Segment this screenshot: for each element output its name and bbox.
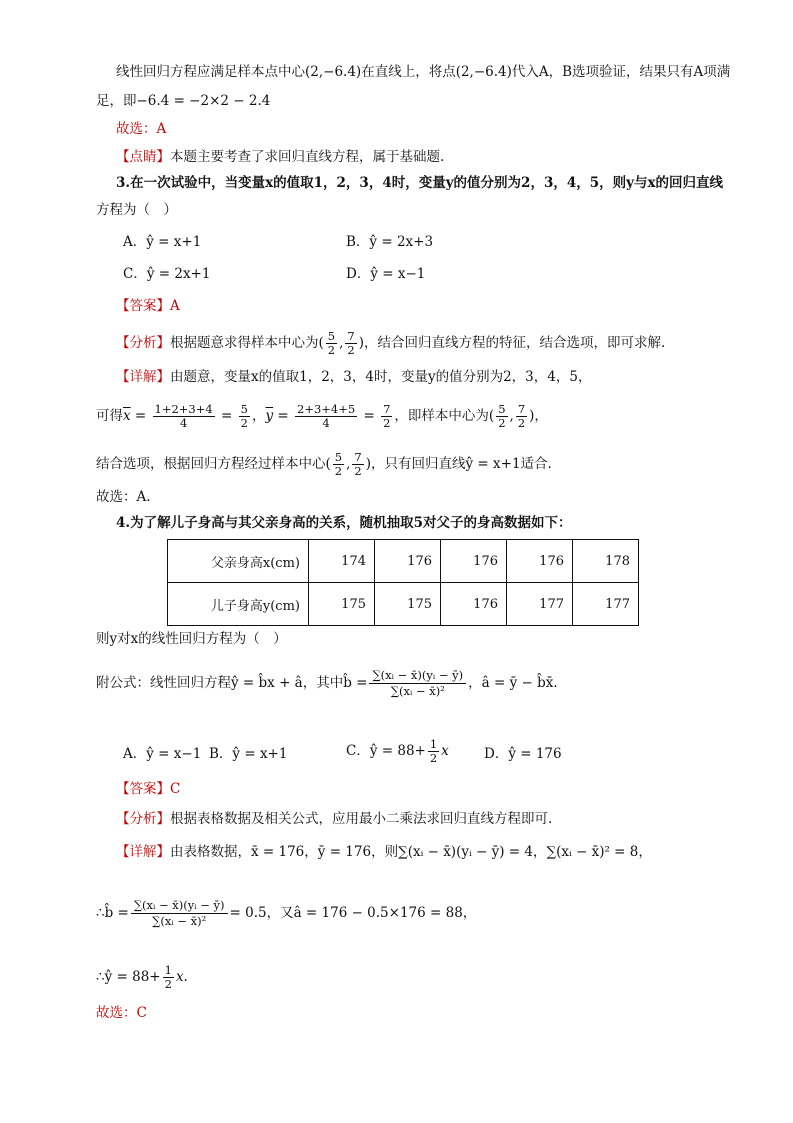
q3-answer: 【答案】A bbox=[116, 298, 180, 314]
table-cell: 176 bbox=[441, 540, 507, 583]
table-cell: 175 bbox=[375, 583, 441, 626]
q3-means: 可得$\overline{x}$ = $\frac{1+2+3+4}{4}$ = $\frac{5}{2}$ ，$\overline{y}$ = $\frac{2+3+4+5}{4}$ = $\frac{7}{2}$ ，即样本中心为( $\frac{5}{2}$ , $\frac{7}{2}$ )， bbox=[96, 402, 548, 430]
table-cell: 175 bbox=[309, 583, 375, 626]
table-cell: 176 bbox=[441, 583, 507, 626]
height-data-table bbox=[167, 539, 639, 626]
table-cell: 177 bbox=[507, 583, 573, 626]
q3-combine: 结合选项，根据回归方程经过样本中心( $\frac{5}{2}$ , $\frac{7}{2}$ )，只有回归直线ŷ = x+1适合. bbox=[96, 450, 552, 478]
q3-option-d[interactable]: D．ŷ = x−1 bbox=[346, 266, 426, 282]
q3-stem-2: 方程为（ ） bbox=[96, 202, 177, 218]
q4-stem: 4.为了解儿子身高与其父亲身高的关系，随机抽取5对父子的身高数据如下： bbox=[116, 515, 572, 531]
fraction-1-2: $\frac{1}{2}$ bbox=[429, 737, 438, 765]
table-header-son: 儿子身高y(cm) bbox=[168, 583, 309, 626]
intro-line-2: 足，即−6.4 = −2×2 − 2.4 bbox=[96, 93, 271, 109]
q4-question: 则y对x的线性回归方程为（ ） bbox=[96, 631, 287, 647]
q4-final: 故选：C bbox=[96, 1005, 147, 1021]
dianjing-text: 本题主要考查了求回归直线方程，属于基础题. bbox=[170, 149, 445, 165]
table-cell: 177 bbox=[573, 583, 639, 626]
table-row-son bbox=[168, 583, 639, 626]
q3-stem-1: 3.在一次试验中，当变量x的值取1，2，3，4时，变量y的值分别为2，3，4，5，则y与x的回归直线 bbox=[116, 175, 724, 191]
fraction-mean-x: $\frac{1+2+3+4}{4}$ bbox=[154, 402, 213, 430]
intro-answer: 故选：A bbox=[116, 121, 167, 137]
q4-calc: ∴b̂ = $\frac{\text{∑(xᵢ − x̄)(yᵢ − ȳ)}}{\text{∑(xᵢ − x̄)²}}$ = 0.5，又â = 176 − 0.5×176 = 88， bbox=[96, 898, 477, 928]
q4-result: ∴ŷ = 88+ $\frac{1}{2}$ x. bbox=[96, 963, 188, 991]
slope-calc-fraction: $\frac{\text{∑(xᵢ − x̄)(yᵢ − ȳ)}}{\text{∑(xᵢ − x̄)²}}$ bbox=[131, 898, 228, 929]
intro-dianjing bbox=[116, 147, 444, 167]
table-cell: 176 bbox=[375, 540, 441, 583]
q4-option-b[interactable]: B．ŷ = x+1 bbox=[209, 746, 288, 762]
q4-answer-value: C bbox=[170, 781, 181, 797]
q4-detail: 【详解】由表格数据，x̄ = 176，ȳ = 176，则∑(xᵢ − x̄)(yᵢ − ȳ) = 4，∑(xᵢ − x̄)² = 8， bbox=[116, 844, 652, 860]
table-header-father: 父亲身高x(cm) bbox=[168, 540, 309, 583]
q3-option-a[interactable]: A．ŷ = x+1 bbox=[123, 234, 202, 250]
table-row-father bbox=[168, 540, 639, 583]
q3-option-b[interactable]: B．ŷ = 2x+3 bbox=[346, 234, 434, 250]
q4-option-a[interactable]: A．ŷ = x−1 bbox=[123, 746, 202, 762]
q3-final: 故选：A. bbox=[96, 489, 151, 505]
intro-line-1: 线性回归方程应满足样本点中心(2,−6.4)在直线上，将点(2,−6.4)代入A，B选项验证，结果只有A项满 bbox=[116, 64, 731, 80]
fraction-mean-y: $\frac{2+3+4+5}{4}$ bbox=[297, 402, 356, 430]
q4-analysis: 【分析】根据表格数据及相关公式，应用最小二乘法求回归直线方程即可. bbox=[116, 811, 553, 827]
table-cell: 176 bbox=[507, 540, 573, 583]
q3-answer-value: A bbox=[170, 298, 180, 314]
fraction-7-2: $\frac{7}{2}$ bbox=[347, 329, 355, 357]
q3-option-c[interactable]: C．ŷ = 2x+1 bbox=[123, 266, 211, 282]
q3-detail: 【详解】由题意，变量x的值取1，2，3，4时，变量y的值分别为2，3，4，5， bbox=[116, 369, 592, 385]
q4-option-c[interactable]: C．ŷ = 88+ $\frac{1}{2}$ x bbox=[346, 737, 449, 765]
slope-formula-fraction: $\frac{\text{∑(xᵢ − x̄)(yᵢ − ȳ)}}{\text{∑(xᵢ − x̄)²}}$ bbox=[369, 668, 466, 699]
q4-formula: 附公式：线性回归方程ŷ = b̂x + â，其中b̂ = $\frac{\text{∑(xᵢ − x̄)(yᵢ − ȳ)}}{\text{∑(xᵢ − x̄)²}}$ ，â = ȳ − b̂x̄. bbox=[96, 668, 558, 698]
q4-option-d[interactable]: D．ŷ = 176 bbox=[484, 746, 562, 762]
q3-analysis: 【分析】根据题意求得样本中心为( $\frac{5}{2}$ , $\frac{7}{2}$ )，结合回归直线方程的特征，结合选项，即可求解. bbox=[116, 329, 666, 357]
table-cell: 174 bbox=[309, 540, 375, 583]
q4-answer: 【答案】C bbox=[116, 781, 181, 797]
table-cell: 178 bbox=[573, 540, 639, 583]
dianjing-tag: 【点睛】 bbox=[116, 149, 170, 165]
fraction-5-2: $\frac{5}{2}$ bbox=[327, 329, 336, 357]
